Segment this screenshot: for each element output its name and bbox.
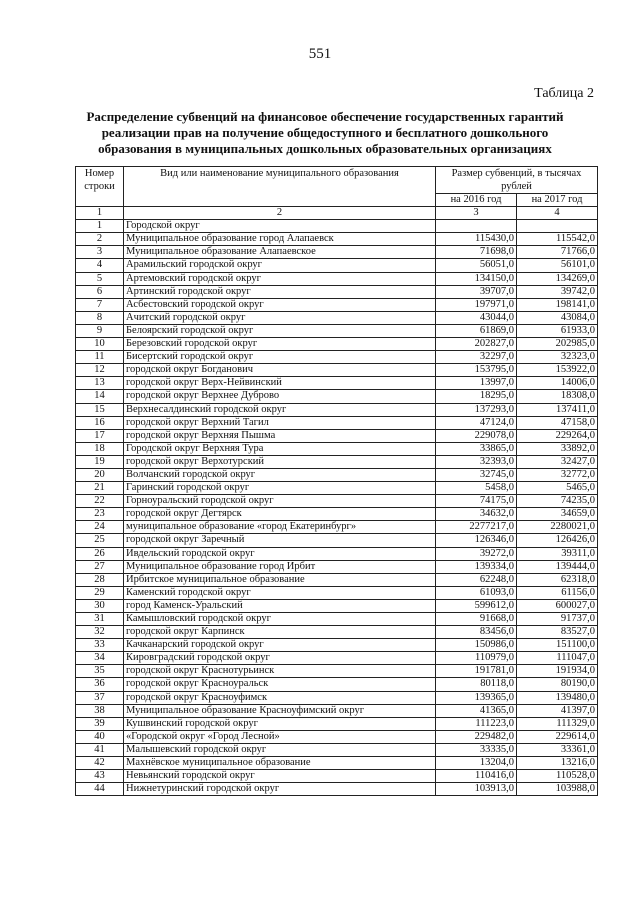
subvention-2016: 71698,0 <box>436 246 517 259</box>
row-number: 14 <box>76 390 124 403</box>
row-number: 7 <box>76 298 124 311</box>
subvention-2016: 13204,0 <box>436 757 517 770</box>
subvention-2017: 103988,0 <box>517 783 598 796</box>
subvention-2016: 61869,0 <box>436 324 517 337</box>
municipality-name: Арамильский городской округ <box>124 259 436 272</box>
subvention-2017: 134269,0 <box>517 272 598 285</box>
municipality-name: Бисертский городской округ <box>124 351 436 364</box>
municipality-name: Артинский городской округ <box>124 285 436 298</box>
table-row <box>76 730 598 743</box>
row-number: 33 <box>76 639 124 652</box>
row-number: 13 <box>76 377 124 390</box>
table-row <box>76 757 598 770</box>
table-body <box>76 220 598 796</box>
row-number: 29 <box>76 586 124 599</box>
header-subvention-size: Размер субвенций, в тысячах рублей <box>436 167 598 194</box>
municipality-name: Горноуральский городской округ <box>124 495 436 508</box>
municipality-name: Ирбитское муниципальное образование <box>124 573 436 586</box>
subvention-2017: 32427,0 <box>517 455 598 468</box>
subvention-2016: 61093,0 <box>436 586 517 599</box>
municipality-name: «Городской округ «Город Лесной» <box>124 730 436 743</box>
municipality-name: Камышловский городской округ <box>124 613 436 626</box>
subvention-2016: 34632,0 <box>436 508 517 521</box>
subvention-table <box>75 166 598 796</box>
subvention-2016: 13997,0 <box>436 377 517 390</box>
subvention-2016: 83456,0 <box>436 626 517 639</box>
municipality-name: Ачитский городской округ <box>124 311 436 324</box>
subvention-2017: 83527,0 <box>517 626 598 639</box>
municipality-name: Качканарский городской округ <box>124 639 436 652</box>
subvention-2017: 61933,0 <box>517 324 598 337</box>
subvention-2017: 139480,0 <box>517 691 598 704</box>
row-number: 31 <box>76 613 124 626</box>
subvention-2016: 197971,0 <box>436 298 517 311</box>
row-number: 5 <box>76 272 124 285</box>
table-row <box>76 259 598 272</box>
table-row <box>76 678 598 691</box>
table-row <box>76 482 598 495</box>
subvention-2016: 2277217,0 <box>436 521 517 534</box>
subvention-2016: 39272,0 <box>436 547 517 560</box>
header-year-2016: на 2016 год <box>436 194 517 207</box>
table-row <box>76 613 598 626</box>
subvention-2016: 18295,0 <box>436 390 517 403</box>
subvention-2016: 47124,0 <box>436 416 517 429</box>
subvention-2016: 153795,0 <box>436 364 517 377</box>
header-row-1 <box>76 167 598 194</box>
row-number: 26 <box>76 547 124 560</box>
subvention-2016: 43044,0 <box>436 311 517 324</box>
subvention-2017: 115542,0 <box>517 233 598 246</box>
subvention-2016: 39707,0 <box>436 285 517 298</box>
table-row <box>76 626 598 639</box>
municipality-name: Муниципальное образование город Алапаевск <box>124 233 436 246</box>
municipality-name: Муниципальное образование Алапаевское <box>124 246 436 259</box>
row-number: 21 <box>76 482 124 495</box>
table-row <box>76 560 598 573</box>
municipality-name: городской округ Красноуральск <box>124 678 436 691</box>
municipality-name: Муниципальное образование Красноуфимский округ <box>124 704 436 717</box>
municipality-name: городской округ Карпинск <box>124 626 436 639</box>
row-number: 36 <box>76 678 124 691</box>
municipality-name: Кушвинский городской округ <box>124 717 436 730</box>
subvention-2016: 41365,0 <box>436 704 517 717</box>
subvention-2017: 126426,0 <box>517 534 598 547</box>
subvention-2016: 137293,0 <box>436 403 517 416</box>
table-row <box>76 285 598 298</box>
municipality-name: Верхнесалдинский городской округ <box>124 403 436 416</box>
municipality-name: Нижнетуринский городской округ <box>124 783 436 796</box>
row-number: 18 <box>76 442 124 455</box>
municipality-name: Городской округ Верхняя Тура <box>124 442 436 455</box>
subvention-2016: 126346,0 <box>436 534 517 547</box>
municipality-name: муниципальное образование «город Екатеринбург» <box>124 521 436 534</box>
subvention-2016: 74175,0 <box>436 495 517 508</box>
row-number: 17 <box>76 429 124 442</box>
row-number: 8 <box>76 311 124 324</box>
subvention-2016 <box>436 220 517 233</box>
table-row <box>76 338 598 351</box>
subvention-2016: 229482,0 <box>436 730 517 743</box>
subvention-2017: 33361,0 <box>517 743 598 756</box>
subvention-2017: 18308,0 <box>517 390 598 403</box>
table-row <box>76 547 598 560</box>
subvention-2017: 74235,0 <box>517 495 598 508</box>
table-row <box>76 599 598 612</box>
municipality-name: Муниципальное образование город Ирбит <box>124 560 436 573</box>
table-label: Таблица 2 <box>534 86 594 101</box>
subvention-2016: 103913,0 <box>436 783 517 796</box>
subvention-2016: 32393,0 <box>436 455 517 468</box>
subvention-2016: 91668,0 <box>436 613 517 626</box>
header-year-2017: на 2017 год <box>517 194 598 207</box>
municipality-name: Гаринский городской округ <box>124 482 436 495</box>
subvention-2017: 61156,0 <box>517 586 598 599</box>
subvention-2016: 110416,0 <box>436 770 517 783</box>
subvention-2016: 32745,0 <box>436 468 517 481</box>
header-name: Вид или наименование муниципального образования <box>124 167 436 207</box>
subvention-2017: 43084,0 <box>517 311 598 324</box>
table-row <box>76 770 598 783</box>
subvention-2017: 229264,0 <box>517 429 598 442</box>
row-number: 37 <box>76 691 124 704</box>
subvention-2017: 198141,0 <box>517 298 598 311</box>
subvention-2016: 139334,0 <box>436 560 517 573</box>
subvention-2017: 191934,0 <box>517 665 598 678</box>
table-row <box>76 573 598 586</box>
row-number: 38 <box>76 704 124 717</box>
table-row <box>76 743 598 756</box>
table-row <box>76 324 598 337</box>
table-row <box>76 639 598 652</box>
subvention-2016: 111223,0 <box>436 717 517 730</box>
table-row <box>76 311 598 324</box>
subvention-2016: 110979,0 <box>436 652 517 665</box>
municipality-name: город Каменск-Уральский <box>124 599 436 612</box>
row-number: 28 <box>76 573 124 586</box>
subvention-2016: 32297,0 <box>436 351 517 364</box>
subvention-2016: 80118,0 <box>436 678 517 691</box>
subvention-2017: 56101,0 <box>517 259 598 272</box>
subvention-2017: 2280021,0 <box>517 521 598 534</box>
municipality-name: городской округ Краснотурьинск <box>124 665 436 678</box>
subvention-2016: 62248,0 <box>436 573 517 586</box>
subvention-2016: 134150,0 <box>436 272 517 285</box>
table-row <box>76 351 598 364</box>
row-number: 24 <box>76 521 124 534</box>
municipality-name: городской округ Верх-Нейвинский <box>124 377 436 390</box>
row-number: 3 <box>76 246 124 259</box>
municipality-name: Городской округ <box>124 220 436 233</box>
table-row <box>76 783 598 796</box>
municipality-name: городской округ Заречный <box>124 534 436 547</box>
row-number: 40 <box>76 730 124 743</box>
table-row <box>76 298 598 311</box>
municipality-name: городской округ Красноуфимск <box>124 691 436 704</box>
row-number: 2 <box>76 233 124 246</box>
subvention-2017: 39311,0 <box>517 547 598 560</box>
subvention-2017: 39742,0 <box>517 285 598 298</box>
municipality-name: городской округ Богданович <box>124 364 436 377</box>
row-number: 10 <box>76 338 124 351</box>
subvention-2017: 139444,0 <box>517 560 598 573</box>
table-row <box>76 390 598 403</box>
subvention-2017: 32323,0 <box>517 351 598 364</box>
subvention-2017: 14006,0 <box>517 377 598 390</box>
subvention-2016: 5458,0 <box>436 482 517 495</box>
subvention-2017: 5465,0 <box>517 482 598 495</box>
subvention-2017: 62318,0 <box>517 573 598 586</box>
header-row-number: Номер строки <box>76 167 124 207</box>
table-row <box>76 233 598 246</box>
table-row <box>76 403 598 416</box>
municipality-name: городской округ Верхняя Пышма <box>124 429 436 442</box>
subvention-2016: 150986,0 <box>436 639 517 652</box>
subvention-2016: 229078,0 <box>436 429 517 442</box>
row-number: 23 <box>76 508 124 521</box>
table-row <box>76 691 598 704</box>
subvention-2017: 111047,0 <box>517 652 598 665</box>
table-row <box>76 272 598 285</box>
row-number: 15 <box>76 403 124 416</box>
table-row <box>76 416 598 429</box>
subvention-2016: 139365,0 <box>436 691 517 704</box>
table-row <box>76 377 598 390</box>
row-number: 19 <box>76 455 124 468</box>
municipality-name: Артемовский городской округ <box>124 272 436 285</box>
row-number: 27 <box>76 560 124 573</box>
subvention-2017: 111329,0 <box>517 717 598 730</box>
subvention-2016: 202827,0 <box>436 338 517 351</box>
municipality-name: Березовский городской округ <box>124 338 436 351</box>
table-row <box>76 455 598 468</box>
table-row <box>76 521 598 534</box>
municipality-name: Кировградский городской округ <box>124 652 436 665</box>
subvention-2017: 80190,0 <box>517 678 598 691</box>
municipality-name: городской округ Верхнее Дуброво <box>124 390 436 403</box>
row-number: 16 <box>76 416 124 429</box>
row-number: 42 <box>76 757 124 770</box>
subvention-2016: 33865,0 <box>436 442 517 455</box>
subvention-2017 <box>517 220 598 233</box>
municipality-name: городской округ Верхний Тагил <box>124 416 436 429</box>
table-row <box>76 665 598 678</box>
table-row <box>76 508 598 521</box>
subvention-2017: 137411,0 <box>517 403 598 416</box>
subvention-2017: 110528,0 <box>517 770 598 783</box>
municipality-name: Асбестовский городской округ <box>124 298 436 311</box>
row-number: 11 <box>76 351 124 364</box>
subvention-2017: 13216,0 <box>517 757 598 770</box>
row-number: 25 <box>76 534 124 547</box>
row-number: 35 <box>76 665 124 678</box>
table-row <box>76 468 598 481</box>
table-row <box>76 220 598 233</box>
subvention-2017: 47158,0 <box>517 416 598 429</box>
municipality-name: Невьянский городской округ <box>124 770 436 783</box>
municipality-name: Малышевский городской округ <box>124 743 436 756</box>
column-number-4: 4 <box>517 207 598 220</box>
table-row <box>76 364 598 377</box>
row-number: 4 <box>76 259 124 272</box>
column-number-1: 1 <box>76 207 124 220</box>
subvention-2016: 115430,0 <box>436 233 517 246</box>
subvention-2017: 600027,0 <box>517 599 598 612</box>
table-row <box>76 652 598 665</box>
table-row <box>76 717 598 730</box>
row-number: 22 <box>76 495 124 508</box>
municipality-name: Белоярский городской округ <box>124 324 436 337</box>
table-row <box>76 442 598 455</box>
table-row <box>76 586 598 599</box>
page-number: 551 <box>308 46 332 62</box>
table-row <box>76 534 598 547</box>
row-number: 20 <box>76 468 124 481</box>
subvention-2016: 33335,0 <box>436 743 517 756</box>
row-number: 44 <box>76 783 124 796</box>
row-number: 9 <box>76 324 124 337</box>
row-number: 6 <box>76 285 124 298</box>
subvention-2017: 91737,0 <box>517 613 598 626</box>
table-row <box>76 429 598 442</box>
table-row <box>76 704 598 717</box>
municipality-name: Волчанский городской округ <box>124 468 436 481</box>
row-number: 34 <box>76 652 124 665</box>
subvention-2017: 32772,0 <box>517 468 598 481</box>
subvention-2016: 599612,0 <box>436 599 517 612</box>
municipality-name: Махнёвское муниципальное образование <box>124 757 436 770</box>
row-number: 32 <box>76 626 124 639</box>
row-number: 39 <box>76 717 124 730</box>
municipality-name: Ивдельский городской округ <box>124 547 436 560</box>
municipality-name: городской округ Верхотурский <box>124 455 436 468</box>
subvention-2017: 33892,0 <box>517 442 598 455</box>
subvention-2017: 71766,0 <box>517 246 598 259</box>
subvention-2016: 56051,0 <box>436 259 517 272</box>
row-number: 41 <box>76 743 124 756</box>
table-title: Распределение субвенций на финансовое обеспечение государственных гарантий реализации прав на получение общедоступного и бесплатного дошкольного образования в муниципальных дошкольных образовательных организациях <box>86 109 564 156</box>
table-row <box>76 495 598 508</box>
column-number-3: 3 <box>436 207 517 220</box>
municipality-name: Каменский городской округ <box>124 586 436 599</box>
row-number: 12 <box>76 364 124 377</box>
subvention-2017: 34659,0 <box>517 508 598 521</box>
subvention-2017: 41397,0 <box>517 704 598 717</box>
subvention-2017: 229614,0 <box>517 730 598 743</box>
subvention-2017: 151100,0 <box>517 639 598 652</box>
subvention-2017: 153922,0 <box>517 364 598 377</box>
table-row <box>76 246 598 259</box>
row-number: 30 <box>76 599 124 612</box>
column-number-2: 2 <box>124 207 436 220</box>
subvention-2016: 191781,0 <box>436 665 517 678</box>
municipality-name: городской округ Дегтярск <box>124 508 436 521</box>
header-column-numbers <box>76 207 598 220</box>
row-number: 43 <box>76 770 124 783</box>
subvention-2017: 202985,0 <box>517 338 598 351</box>
row-number: 1 <box>76 220 124 233</box>
